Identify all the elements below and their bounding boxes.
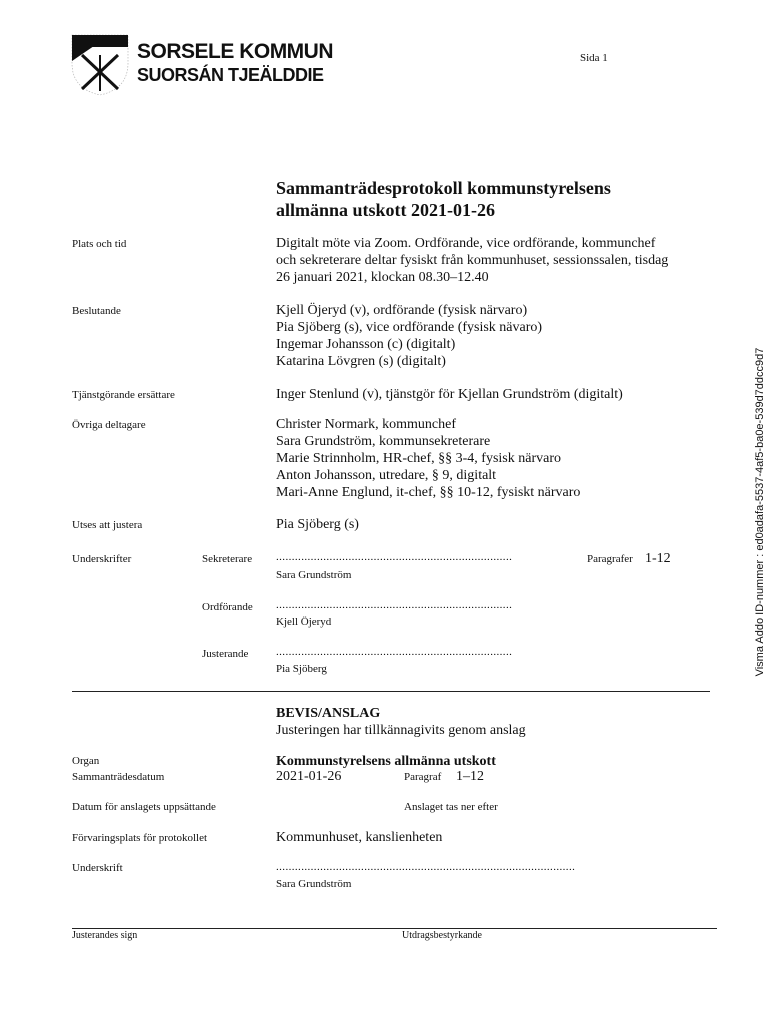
beslutande-list <box>276 302 542 370</box>
visma-addo-id: Visma Addo ID-nummer : ed0adafa-5537-4af5-ba0e-539d7ddcc9d7 <box>754 347 766 677</box>
adjuster-signature-line: ........................................................................... <box>276 646 513 658</box>
title-line: Sammanträdesprotokoll kommunstyrelsens <box>276 178 611 198</box>
ovriga-item: Mari-Anne Englund, it-chef, §§ 10-12, fysiskt närvaro <box>276 485 581 500</box>
bevis-text: Justeringen har tillkännagivits genom anslag <box>276 723 526 738</box>
beslutande-label: Beslutande <box>72 305 121 317</box>
organ-value: Kommunstyrelsens allmänna utskott <box>276 754 496 769</box>
ovriga-item: Marie Strinnholm, HR-chef, §§ 3-4, fysisk närvaro <box>276 451 561 466</box>
ovriga-item: Sara Grundström, kommunsekreterare <box>276 434 491 449</box>
page-number: Sida 1 <box>580 52 608 64</box>
secretary-signature-line: ........................................................................... <box>276 551 513 563</box>
beslutande-item: Ingemar Johansson (c) (digitalt) <box>276 337 456 352</box>
uppsatt-label: Datum för anslagets uppsättande <box>72 801 216 813</box>
forvaring-label: Förvaringsplats för protokollet <box>72 832 208 844</box>
chair-signature-line: ........................................................................... <box>276 599 513 611</box>
title-line: allmänna utskott 2021-01-26 <box>276 200 496 220</box>
nedtas-label: Anslaget tas ner efter <box>404 801 498 813</box>
justera-label: Utses att justera <box>72 519 143 531</box>
plats-line: och sekreterare deltar fysiskt från kommunhuset, sessionssalen, tisdag <box>276 253 669 268</box>
plats-line: Digitalt möte via Zoom. Ordförande, vice ordförande, kommunchef <box>276 236 656 251</box>
plats-value <box>276 235 668 286</box>
ovriga-list <box>276 416 580 501</box>
org-name: SORSELE KOMMUN <box>137 40 334 63</box>
secretary-paragraf-value: 1-12 <box>645 551 671 566</box>
underskrift-label: Underskrift <box>72 862 123 874</box>
organ-label: Organ <box>72 755 100 767</box>
secretary-role: Sekreterare <box>202 553 253 565</box>
underskrift-name: Sara Grundström <box>276 878 352 890</box>
chair-role: Ordförande <box>202 601 253 613</box>
ersattare-value: Inger Stenlund (v), tjänstgör för Kjellan Grundström (digitalt) <box>276 387 623 402</box>
plats-label: Plats och tid <box>72 238 127 250</box>
bevis-paragraf-value: 1–12 <box>456 769 484 784</box>
footer-utdrag: Utdragsbestyrkande <box>402 930 482 941</box>
ersattare-label: Tjänstgörande ersättare <box>72 389 175 401</box>
underskrift-signature-line: ............................................................................................... <box>276 861 576 873</box>
org-name-sami: SUORSÁN TJEÄLDDIE <box>137 65 324 85</box>
forvaring-value: Kommunhuset, kanslienheten <box>276 830 443 845</box>
bevis-paragraf-label: Paragraf <box>404 771 442 783</box>
adjuster-name: Pia Sjöberg <box>276 663 327 675</box>
plats-line: 26 januari 2021, klockan 08.30–12.40 <box>276 270 489 285</box>
datum-label: Sammanträdesdatum <box>72 771 165 783</box>
chair-name: Kjell Öjeryd <box>276 616 332 628</box>
adjuster-role: Justerande <box>202 648 249 660</box>
municipality-logo <box>70 33 130 97</box>
datum-value: 2021-01-26 <box>276 769 342 784</box>
beslutande-item: Pia Sjöberg (s), vice ordförande (fysisk nävaro) <box>276 320 543 335</box>
document-title <box>276 177 611 221</box>
footer-justerandes-sign: Justerandes sign <box>72 930 138 941</box>
secretary-name: Sara Grundström <box>276 569 352 581</box>
bevis-heading: BEVIS/ANSLAG <box>276 706 381 721</box>
ovriga-item: Christer Normark, kommunchef <box>276 417 457 432</box>
ovriga-label: Övriga deltagare <box>72 419 146 431</box>
beslutande-item: Kjell Öjeryd (v), ordförande (fysisk närvaro) <box>276 303 528 318</box>
ovriga-item: Anton Johansson, utredare, § 9, digitalt <box>276 468 497 483</box>
beslutande-item: Katarina Lövgren (s) (digitalt) <box>276 354 446 369</box>
section-divider <box>72 691 710 692</box>
footer-line <box>72 928 717 929</box>
signatures-label: Underskrifter <box>72 553 132 565</box>
secretary-paragraf-label: Paragrafer <box>587 553 633 565</box>
justera-value: Pia Sjöberg (s) <box>276 517 359 532</box>
